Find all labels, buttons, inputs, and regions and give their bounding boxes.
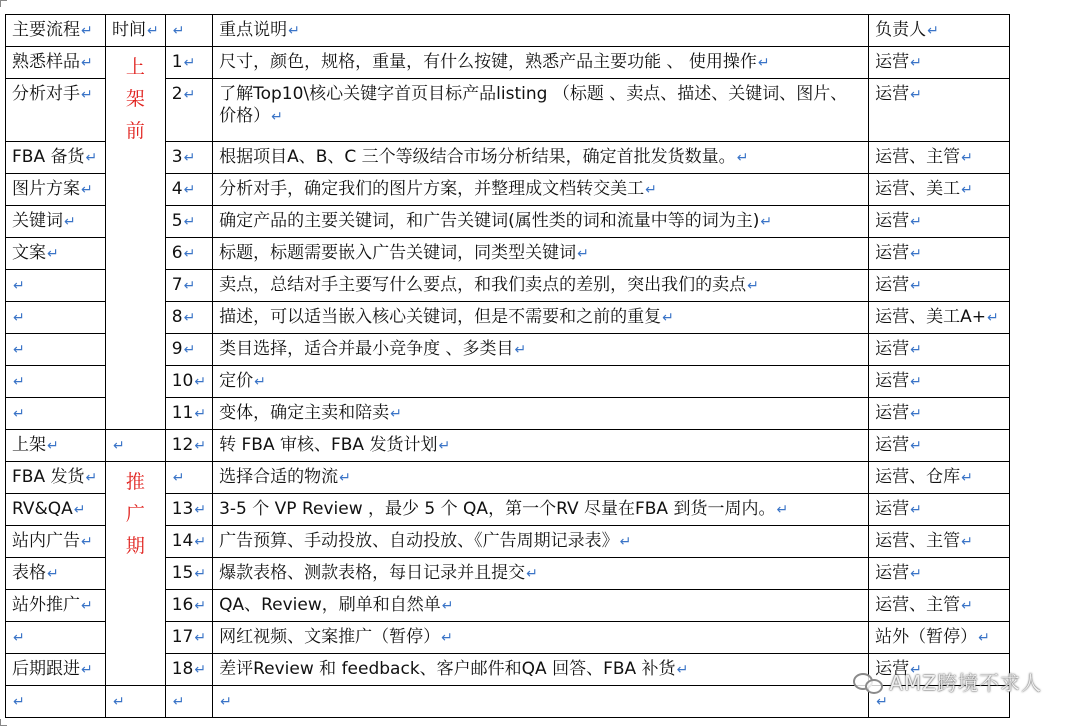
workflow-table (5, 14, 1010, 718)
cell-description (213, 526, 869, 558)
paragraph-mark-icon (961, 534, 973, 550)
paragraph-mark-icon (910, 438, 922, 454)
flow-text: FBA 发货 (12, 467, 85, 487)
index-text: 1 (171, 52, 183, 72)
header-owner: 负责人↵ (869, 15, 1010, 47)
page-corner-bottom (0, 719, 7, 726)
owner-text: 运营 (875, 371, 910, 391)
cell-index (165, 334, 212, 366)
cell-description (213, 590, 869, 622)
paragraph-mark-icon (173, 470, 185, 486)
owner-text: 运营 (875, 211, 910, 231)
paragraph-mark-icon (13, 406, 25, 422)
paragraph-mark-icon (390, 406, 402, 422)
owner-text: 运营 (875, 84, 910, 104)
cell-description (213, 47, 869, 79)
owner-text: 运营、美工A+ (875, 307, 986, 327)
page-corner-top (0, 0, 7, 7)
index-text: 18 (171, 659, 194, 679)
cell-index (165, 47, 212, 79)
paragraph-mark-icon (194, 502, 206, 518)
paragraph-mark-icon (737, 150, 749, 166)
paragraph-mark-icon (13, 630, 25, 646)
paragraph-mark-icon (961, 182, 973, 198)
paragraph-mark-icon (577, 246, 589, 262)
phase-char: 推 (125, 471, 145, 493)
cell-empty (106, 686, 166, 718)
cell-owner (869, 142, 1010, 174)
paragraph-mark-icon (441, 630, 453, 646)
paragraph-mark-icon (194, 598, 206, 614)
cell-index (165, 494, 212, 526)
paragraph-mark-icon (910, 214, 922, 230)
cell-owner (869, 174, 1010, 206)
cell-flow (6, 558, 106, 590)
paragraph-mark-icon (85, 470, 97, 486)
description-text: 根据项目A、B、C 三个等级结合市场分析结果，确定首批发货数量。 (219, 147, 736, 167)
cell-owner (869, 558, 1010, 590)
cell-owner (869, 462, 1010, 494)
paragraph-mark-icon (645, 182, 657, 198)
description-text: 网红视频、文案推广（暂停） (219, 627, 441, 647)
cell-index (165, 526, 212, 558)
cell-description (213, 494, 869, 526)
flow-text: 文案 (12, 243, 46, 263)
description-text: 描述，可以适当嵌入核心关键词，但是不需要和之前的重复 (219, 307, 662, 327)
cell-description (213, 270, 869, 302)
owner-text: 运营 (875, 52, 910, 72)
cell-description (213, 558, 869, 590)
paragraph-mark-icon (81, 534, 93, 550)
flow-text: 上架 (12, 435, 46, 455)
cell-owner (869, 79, 1010, 142)
cell-description (213, 430, 869, 462)
cell-description (213, 654, 869, 686)
flow-text: FBA 备货 (12, 147, 85, 167)
paragraph-mark-icon (184, 214, 196, 230)
description-text: 3-5 个 VP Review ，最少 5 个 QA，第一个RV 尽量在FBA 到货一周内。 (219, 499, 776, 519)
paragraph-mark-icon (987, 310, 999, 326)
cell-owner (869, 47, 1010, 79)
cell-index (165, 398, 212, 430)
cell-owner (869, 622, 1010, 654)
paragraph-mark-icon (220, 694, 232, 710)
paragraph-mark-icon (910, 55, 922, 71)
phase-char: 上 (125, 56, 145, 78)
paragraph-mark-icon (184, 55, 196, 71)
cell-flow (6, 174, 106, 206)
owner-text: 运营 (875, 499, 910, 519)
paragraph-mark-icon (194, 534, 206, 550)
cell-flow (6, 398, 106, 430)
paragraph-mark-icon (13, 278, 25, 294)
cell-owner (869, 238, 1010, 270)
cell-owner (869, 206, 1010, 238)
cell-flow (6, 206, 106, 238)
paragraph-mark-icon (147, 23, 159, 39)
header-flow: 主要流程↵ (6, 15, 106, 47)
cell-flow (6, 590, 106, 622)
paragraph-mark-icon (81, 598, 93, 614)
flow-text: 站外推广 (12, 595, 80, 615)
cell-index (165, 462, 212, 494)
flow-text: 关键词 (12, 211, 63, 231)
owner-text: 运营 (875, 403, 910, 423)
paragraph-mark-icon (438, 438, 450, 454)
cell-index (165, 430, 212, 462)
cell-owner (869, 590, 1010, 622)
paragraph-mark-icon (526, 566, 538, 582)
cell-description (213, 622, 869, 654)
phase-char: 期 (125, 535, 145, 557)
description-text: 选择合适的物流 (219, 467, 339, 487)
paragraph-mark-icon (81, 55, 93, 71)
description-text: 差评Review 和 feedback、客户邮件和QA 回答、FBA 补货 (219, 659, 676, 679)
header-time: 时间↵ (106, 15, 166, 47)
paragraph-mark-icon (288, 23, 300, 39)
paragraph-mark-icon (184, 182, 196, 198)
cell-flow (6, 302, 106, 334)
cell-owner (869, 270, 1010, 302)
table-row (6, 462, 1010, 494)
description-text: 类目选择，适合并最小竞争度 、多类目 (219, 339, 514, 359)
paragraph-mark-icon (47, 566, 59, 582)
paragraph-mark-icon (113, 694, 125, 710)
paragraph-mark-icon (876, 694, 888, 710)
cell-index (165, 79, 212, 142)
paragraph-mark-icon (758, 55, 770, 71)
cell-description (213, 334, 869, 366)
paragraph-mark-icon (620, 534, 632, 550)
paragraph-mark-icon (961, 150, 973, 166)
paragraph-mark-icon (910, 342, 922, 358)
owner-text: 运营 (875, 275, 910, 295)
index-text: 4 (171, 179, 183, 199)
cell-empty (165, 686, 212, 718)
paragraph-mark-icon (184, 278, 196, 294)
flow-text: 站内广告 (12, 531, 80, 551)
paragraph-mark-icon (254, 374, 266, 390)
paragraph-mark-icon (961, 470, 973, 486)
owner-text: 运营、仓库 (875, 467, 961, 487)
flow-text: RV&QA (12, 499, 73, 519)
cell-flow (6, 270, 106, 302)
cell-index (165, 366, 212, 398)
paragraph-mark-icon (339, 470, 351, 486)
paragraph-mark-icon (194, 374, 206, 390)
index-text: 10 (171, 371, 194, 391)
paragraph-mark-icon (85, 150, 97, 166)
paragraph-mark-icon (961, 598, 973, 614)
wechat-icon (853, 671, 883, 693)
paragraph-mark-icon (13, 310, 25, 326)
paragraph-mark-icon (910, 566, 922, 582)
flow-text: 后期跟进 (12, 659, 80, 679)
description-text: 了解Top10\核心关键字首页目标产品listing （标题 、卖点、描述、关键词、图片、价格） (219, 84, 848, 126)
flow-text: 图片方案 (12, 179, 80, 199)
index-text: 2 (171, 84, 183, 104)
index-text: 17 (171, 627, 194, 647)
index-text: 15 (171, 563, 194, 583)
cell-description (213, 302, 869, 334)
cell-index (165, 270, 212, 302)
phase-promotion (106, 462, 166, 686)
cell-description (213, 142, 869, 174)
owner-text: 运营 (875, 659, 910, 679)
index-text: 16 (171, 595, 194, 615)
watermark (853, 667, 1042, 696)
index-text: 8 (171, 307, 183, 327)
cell-flow (6, 622, 106, 654)
description-text: QA、Review，刷单和自然单 (219, 595, 441, 615)
cell-index (165, 302, 212, 334)
cell-description (213, 462, 869, 494)
paragraph-mark-icon (13, 694, 25, 710)
index-text: 7 (171, 275, 183, 295)
cell-flow (6, 79, 106, 142)
cell-description (213, 238, 869, 270)
paragraph-mark-icon (760, 214, 772, 230)
owner-text: 运营 (875, 435, 910, 455)
description-text: 尺寸，颜色，规格，重量，有什么按键，熟悉产品主要功能 、 使用操作 (219, 52, 757, 72)
cell-index (165, 622, 212, 654)
cell-flow (6, 366, 106, 398)
paragraph-mark-icon (910, 87, 922, 103)
cell-owner (869, 526, 1010, 558)
flow-text: 表格 (12, 563, 46, 583)
paragraph-mark-icon (13, 342, 25, 358)
cell-index (165, 174, 212, 206)
paragraph-mark-icon (910, 406, 922, 422)
cell-description (213, 398, 869, 430)
flow-text: 熟悉样品 (12, 52, 80, 72)
index-text: 13 (171, 499, 194, 519)
cell-description (213, 366, 869, 398)
paragraph-mark-icon (910, 246, 922, 262)
cell-empty (213, 686, 869, 718)
paragraph-mark-icon (194, 662, 206, 678)
owner-text: 运营、主管 (875, 147, 961, 167)
cell-owner (869, 334, 1010, 366)
paragraph-mark-icon (81, 23, 93, 39)
paragraph-mark-icon (194, 630, 206, 646)
paragraph-mark-icon (81, 662, 93, 678)
cell-flow (6, 334, 106, 366)
cell-index (165, 590, 212, 622)
description-text: 变体，确定主卖和陪卖 (219, 403, 390, 423)
cell-flow (6, 430, 106, 462)
cell-flow (6, 238, 106, 270)
cell-index (165, 238, 212, 270)
paragraph-mark-icon (910, 502, 922, 518)
cell-owner (869, 302, 1010, 334)
watermark-text: AMZ跨境不求人 (889, 671, 1042, 695)
cell-flow (6, 142, 106, 174)
cell-time (106, 430, 166, 462)
phase-listing (106, 47, 166, 430)
cell-description (213, 79, 869, 142)
paragraph-mark-icon (662, 310, 674, 326)
phase-char: 前 (125, 120, 145, 142)
paragraph-mark-icon (64, 214, 76, 230)
paragraph-mark-icon (47, 438, 59, 454)
paragraph-mark-icon (184, 150, 196, 166)
description-text: 分析对手，确定我们的图片方案，并整理成文档转交美工 (219, 179, 645, 199)
paragraph-mark-icon (910, 278, 922, 294)
cell-flow (6, 462, 106, 494)
paragraph-mark-icon (271, 109, 283, 125)
cell-index (165, 142, 212, 174)
owner-text: 运营、主管 (875, 595, 961, 615)
cell-index (165, 206, 212, 238)
index-text: 11 (171, 403, 194, 423)
paragraph-mark-icon (515, 342, 527, 358)
flow-text: 分析对手 (12, 84, 80, 104)
paragraph-mark-icon (173, 23, 185, 39)
index-text: 3 (171, 147, 183, 167)
paragraph-mark-icon (184, 310, 196, 326)
cell-flow (6, 654, 106, 686)
paragraph-mark-icon (194, 566, 206, 582)
description-text: 转 FBA 审核、FBA 发货计划 (219, 435, 438, 455)
cell-owner (869, 398, 1010, 430)
owner-text: 运营 (875, 339, 910, 359)
index-text: 5 (171, 211, 183, 231)
cell-flow (6, 47, 106, 79)
description-text: 卖点，总结对手主要写什么要点，和我们卖点的差别，突出我们的卖点 (219, 275, 747, 295)
index-text: 14 (171, 531, 194, 551)
owner-text: 运营、主管 (875, 531, 961, 551)
paragraph-mark-icon (13, 374, 25, 390)
paragraph-mark-icon (776, 502, 788, 518)
owner-text: 运营 (875, 243, 910, 263)
cell-flow (6, 526, 106, 558)
paragraph-mark-icon (194, 406, 206, 422)
paragraph-mark-icon (113, 438, 125, 454)
header-index (165, 15, 212, 47)
index-text: 12 (171, 435, 194, 455)
index-text: 6 (171, 243, 183, 263)
description-text: 广告预算、手动投放、自动投放、《广告周期记录表》 (219, 531, 619, 551)
description-text: 确定产品的主要关键词，和广告关键词(属性类的词和流量中等的词为主) (219, 211, 760, 231)
header-row (6, 15, 1010, 47)
owner-text: 运营、美工 (875, 179, 961, 199)
table-row (6, 47, 1010, 79)
paragraph-mark-icon (978, 630, 990, 646)
phase-char: 架 (125, 88, 145, 110)
cell-empty (6, 686, 106, 718)
paragraph-mark-icon (173, 694, 185, 710)
table-row (6, 430, 1010, 462)
owner-text: 运营 (875, 563, 910, 583)
paragraph-mark-icon (194, 438, 206, 454)
paragraph-mark-icon (927, 23, 939, 39)
paragraph-mark-icon (910, 374, 922, 390)
cell-index (165, 558, 212, 590)
paragraph-mark-icon (677, 662, 689, 678)
header-description: 重点说明↵ (213, 15, 869, 47)
paragraph-mark-icon (47, 246, 59, 262)
cell-owner (869, 494, 1010, 526)
cell-owner (869, 430, 1010, 462)
paragraph-mark-icon (747, 278, 759, 294)
cell-index (165, 654, 212, 686)
owner-text: 站外（暂停） (875, 627, 978, 647)
paragraph-mark-icon (74, 502, 86, 518)
paragraph-mark-icon (184, 87, 196, 103)
cell-flow (6, 494, 106, 526)
cell-description (213, 174, 869, 206)
index-text: 9 (171, 339, 183, 359)
paragraph-mark-icon (442, 598, 454, 614)
paragraph-mark-icon (184, 246, 196, 262)
phase-char: 广 (125, 503, 145, 525)
paragraph-mark-icon (81, 87, 93, 103)
cell-owner (869, 366, 1010, 398)
description-text: 定价 (219, 371, 254, 391)
cell-description (213, 206, 869, 238)
paragraph-mark-icon (184, 342, 196, 358)
description-text: 标题，标题需要嵌入广告关键词，同类型关键词 (219, 243, 577, 263)
description-text: 爆款表格、测款表格，每日记录并且提交 (219, 563, 526, 583)
paragraph-mark-icon (81, 182, 93, 198)
